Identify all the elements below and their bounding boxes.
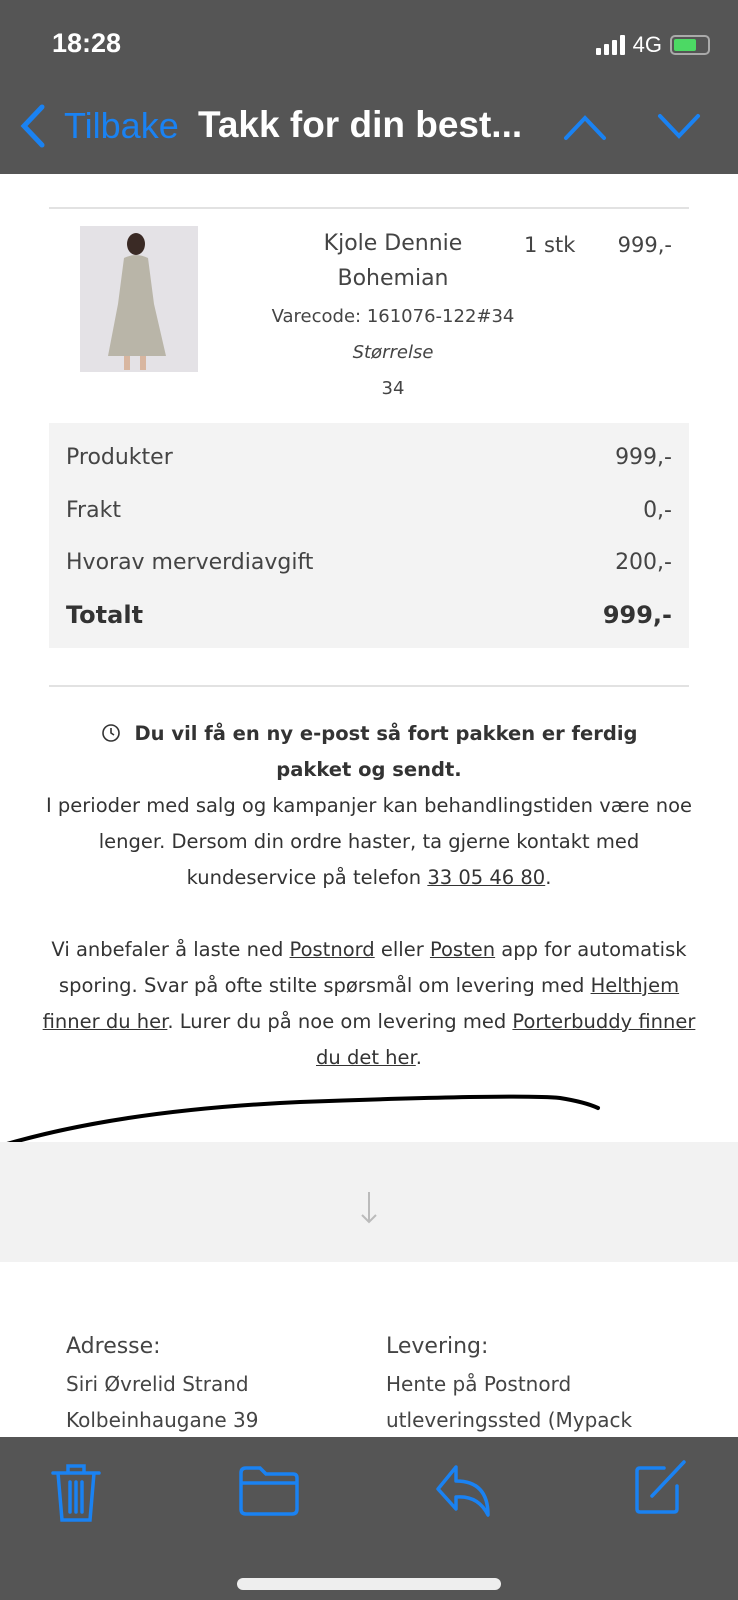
summary-value: 999,-	[602, 601, 672, 629]
info-bold: Du vil få en ny e-post så fort pakken er ferdig pakket og sendt.	[134, 722, 638, 781]
posten-link[interactable]: Posten	[429, 938, 496, 961]
summary-row-vat	[66, 550, 672, 575]
next-message-chevron-down-icon[interactable]	[656, 112, 702, 142]
network-label: 4G	[632, 32, 662, 57]
summary-value: 0,-	[643, 498, 672, 523]
product-name-line1: Kjole Dennie	[323, 231, 463, 256]
summary-label: Frakt	[66, 498, 121, 523]
porterbuddy-link[interactable]: Porterbuddy finner du det her	[316, 1010, 696, 1069]
bottom-toolbar	[0, 1437, 738, 1600]
product-code: Varecode: 161076-122#34	[271, 306, 515, 327]
text: Vi anbefaler å laste ned	[51, 938, 290, 961]
text: .	[415, 1046, 422, 1069]
delivery-label: Levering:	[386, 1334, 489, 1359]
address-line1: Siri Øvrelid Strand	[66, 1372, 249, 1396]
signal-icon	[596, 35, 625, 55]
summary-row-products	[66, 445, 672, 470]
arrow-down-icon	[359, 1190, 379, 1226]
size-value: 34	[381, 378, 405, 399]
phone-link[interactable]: 33 05 46 80	[427, 866, 546, 889]
folder-icon[interactable]	[238, 1465, 300, 1517]
postnord-link[interactable]: Postnord	[289, 938, 375, 961]
info-text: I perioder med salg og kampanjer kan behandlingstiden være noe lenger. Dersom din ordre haster, ta gjerne kontakt med kundeservice på telefon	[45, 794, 693, 889]
order-summary	[49, 423, 689, 648]
summary-label: Produkter	[66, 445, 173, 470]
helthjem-link[interactable]: Helthjem finner du her	[42, 974, 680, 1033]
delivery-line2: utleveringssted (Mypack	[386, 1408, 633, 1432]
status-time: 18:28	[52, 28, 122, 58]
summary-value: 200,-	[615, 550, 672, 575]
compose-icon[interactable]	[634, 1458, 690, 1516]
address-line2: Kolbeinhaugane 39	[66, 1408, 259, 1432]
processing-info	[40, 716, 698, 788]
summary-label: Hvorav merverdiavgift	[66, 550, 314, 575]
status-icons	[596, 32, 710, 58]
product-price: 999,-	[617, 233, 672, 257]
divider	[49, 685, 689, 687]
back-label: Tilbake	[64, 105, 179, 146]
drawn-line-annotation	[0, 1090, 738, 1150]
text: . Lurer du på noe om levering med	[167, 1010, 513, 1033]
summary-row-total	[66, 601, 672, 629]
text: eller	[374, 938, 430, 961]
home-indicator[interactable]	[237, 1578, 501, 1590]
summary-label: Totalt	[66, 601, 144, 629]
chevron-left-icon	[18, 103, 50, 149]
size-label: Størrelse	[352, 342, 434, 363]
load-more-band[interactable]	[0, 1142, 738, 1262]
summary-row-shipping	[66, 498, 672, 523]
tracking-text	[40, 932, 698, 1076]
trash-icon[interactable]	[50, 1462, 102, 1524]
clock-icon	[101, 723, 121, 743]
reply-icon[interactable]	[434, 1463, 494, 1519]
product-name-line2: Bohemian	[337, 266, 449, 291]
dress-model-image	[80, 226, 198, 372]
email-subject-title: Takk for din best...	[198, 104, 523, 145]
product-quantity: 1 stk	[524, 233, 576, 257]
processing-text: I perioder med salg og kampanjer kan behandlingstiden være noe lenger. Dersom din ordre haster, ta gjerne kontakt med kundeservice på telefon 33 05 46 80.	[45, 794, 693, 889]
previous-message-chevron-up-icon[interactable]	[562, 112, 608, 142]
divider	[49, 207, 689, 209]
product-image[interactable]	[80, 226, 198, 372]
delivery-line1: Hente på Postnord	[386, 1372, 572, 1396]
text: app for automatisk sporing. Svar på ofte stilte spørsmål om levering med	[58, 938, 687, 997]
address-label: Adresse:	[66, 1334, 161, 1359]
back-button[interactable]	[18, 103, 179, 149]
battery-icon	[670, 35, 710, 55]
summary-value: 999,-	[615, 445, 672, 470]
